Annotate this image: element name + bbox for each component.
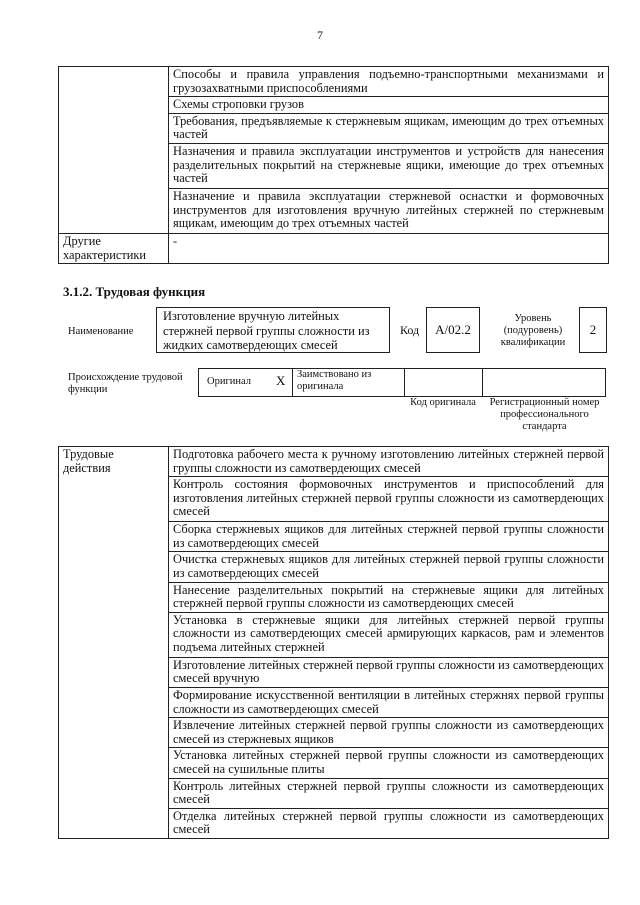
labor-action-row: Контроль состояния формовочных инструментов и приспособлений для изготовления литейных стержней первой группы сложности из самотвердеющих смесей: [169, 477, 609, 522]
section-title: 3.1.2. Трудовая функция: [63, 284, 206, 299]
labor-action-row: Контроль литейных стержней первой группы сложности из самотвердеющих смесей: [169, 778, 609, 808]
knowledge-table: [58, 66, 609, 264]
labor-actions-label: Трудовые действия: [59, 447, 169, 839]
labor-action-row: Установка в стержневые ящики для литейных стержней первой группы сложности из самотвердеющих смесей армирующих каркасов, рам и элементов подъема литейных стержней: [169, 612, 609, 657]
labor-action-row: Очистка стержневых ящиков для литейных стержней первой группы сложности из самотвердеющих смесей: [169, 552, 609, 582]
function-name-box: Изготовление вручную литейных стержней первой группы сложности из жидких самотвердеющих смесей: [156, 307, 390, 353]
labor-action-row: Сборка стержневых ящиков для литейных стержней первой группы сложности из самотвердеющих смесей: [169, 522, 609, 552]
origin-frame: [198, 368, 606, 397]
labor-action-row: Подготовка рабочего места к ручному изготовлению литейных стержней первой группы сложности из самотвердеющих смесей: [169, 447, 609, 477]
knowledge-label-cell: [59, 67, 169, 234]
code-original-label: Код оригинала: [410, 397, 476, 408]
labor-actions-table: [58, 446, 609, 839]
knowledge-row: Способы и правила управления подъемно-транспортными механизмами и грузозахватными приспособлениями: [169, 67, 609, 97]
knowledge-row: Назначения и правила эксплуатации инструментов и устройств для нанесения разделительных покрытий на стержневые ящики, имеющие до трех отъемных частей: [169, 143, 609, 188]
code-label: Код: [400, 323, 420, 337]
original-mark: X: [276, 373, 286, 388]
origin-label: Происхождение трудовой функции: [68, 372, 183, 395]
function-code-box: А/02.2: [426, 307, 480, 353]
other-characteristics-value: -: [169, 233, 609, 263]
level-value-box: 2: [579, 307, 607, 353]
labor-action-row: Изготовление литейных стержней первой группы сложности из самотвердеющих смесей вручную: [169, 657, 609, 687]
knowledge-row: Требования, предъявляемые к стержневым ящикам, имеющим до трех отъемных частей: [169, 113, 609, 143]
labor-action-row: Нанесение разделительных покрытий на стержневые ящики для литейных стержней первой группы сложности из самотвердеющих смесей: [169, 582, 609, 612]
labor-action-row: Установка литейных стержней первой группы сложности из самотвердеющих смесей на сушильные плиты: [169, 748, 609, 778]
reg-number-label: Регистрационный номер профессионального стандарта: [489, 397, 600, 432]
borrowed-label: Заимствовано из оригинала: [297, 369, 372, 392]
level-label: Уровень (подуровень) квалификации: [500, 313, 566, 348]
knowledge-row: Назначение и правила эксплуатации стержневой оснастки и формовочных инструментов для изготовления вручную литейных стержней по стержневым ящикам, имеющим до трех отъемных частей: [169, 188, 609, 233]
labor-action-row: Отделка литейных стержней первой группы сложности из самотвердеющих смесей: [169, 808, 609, 838]
labor-action-row: Извлечение литейных стержней первой группы сложности из самотвердеющих смесей из стержневых ящиков: [169, 718, 609, 748]
origin-divider: [404, 368, 405, 397]
original-label: Оригинал: [207, 376, 251, 387]
knowledge-row: Схемы строповки грузов: [169, 97, 609, 114]
other-characteristics-label: Другие характеристики: [59, 233, 169, 263]
origin-divider: [292, 368, 293, 397]
page-number: 7: [317, 28, 323, 42]
labor-action-row: Формирование искусственной вентиляции в литейных стержнях первой группы сложности из самотвердеющих смесей: [169, 687, 609, 717]
name-label: Наименование: [68, 326, 134, 337]
origin-divider: [482, 368, 483, 397]
